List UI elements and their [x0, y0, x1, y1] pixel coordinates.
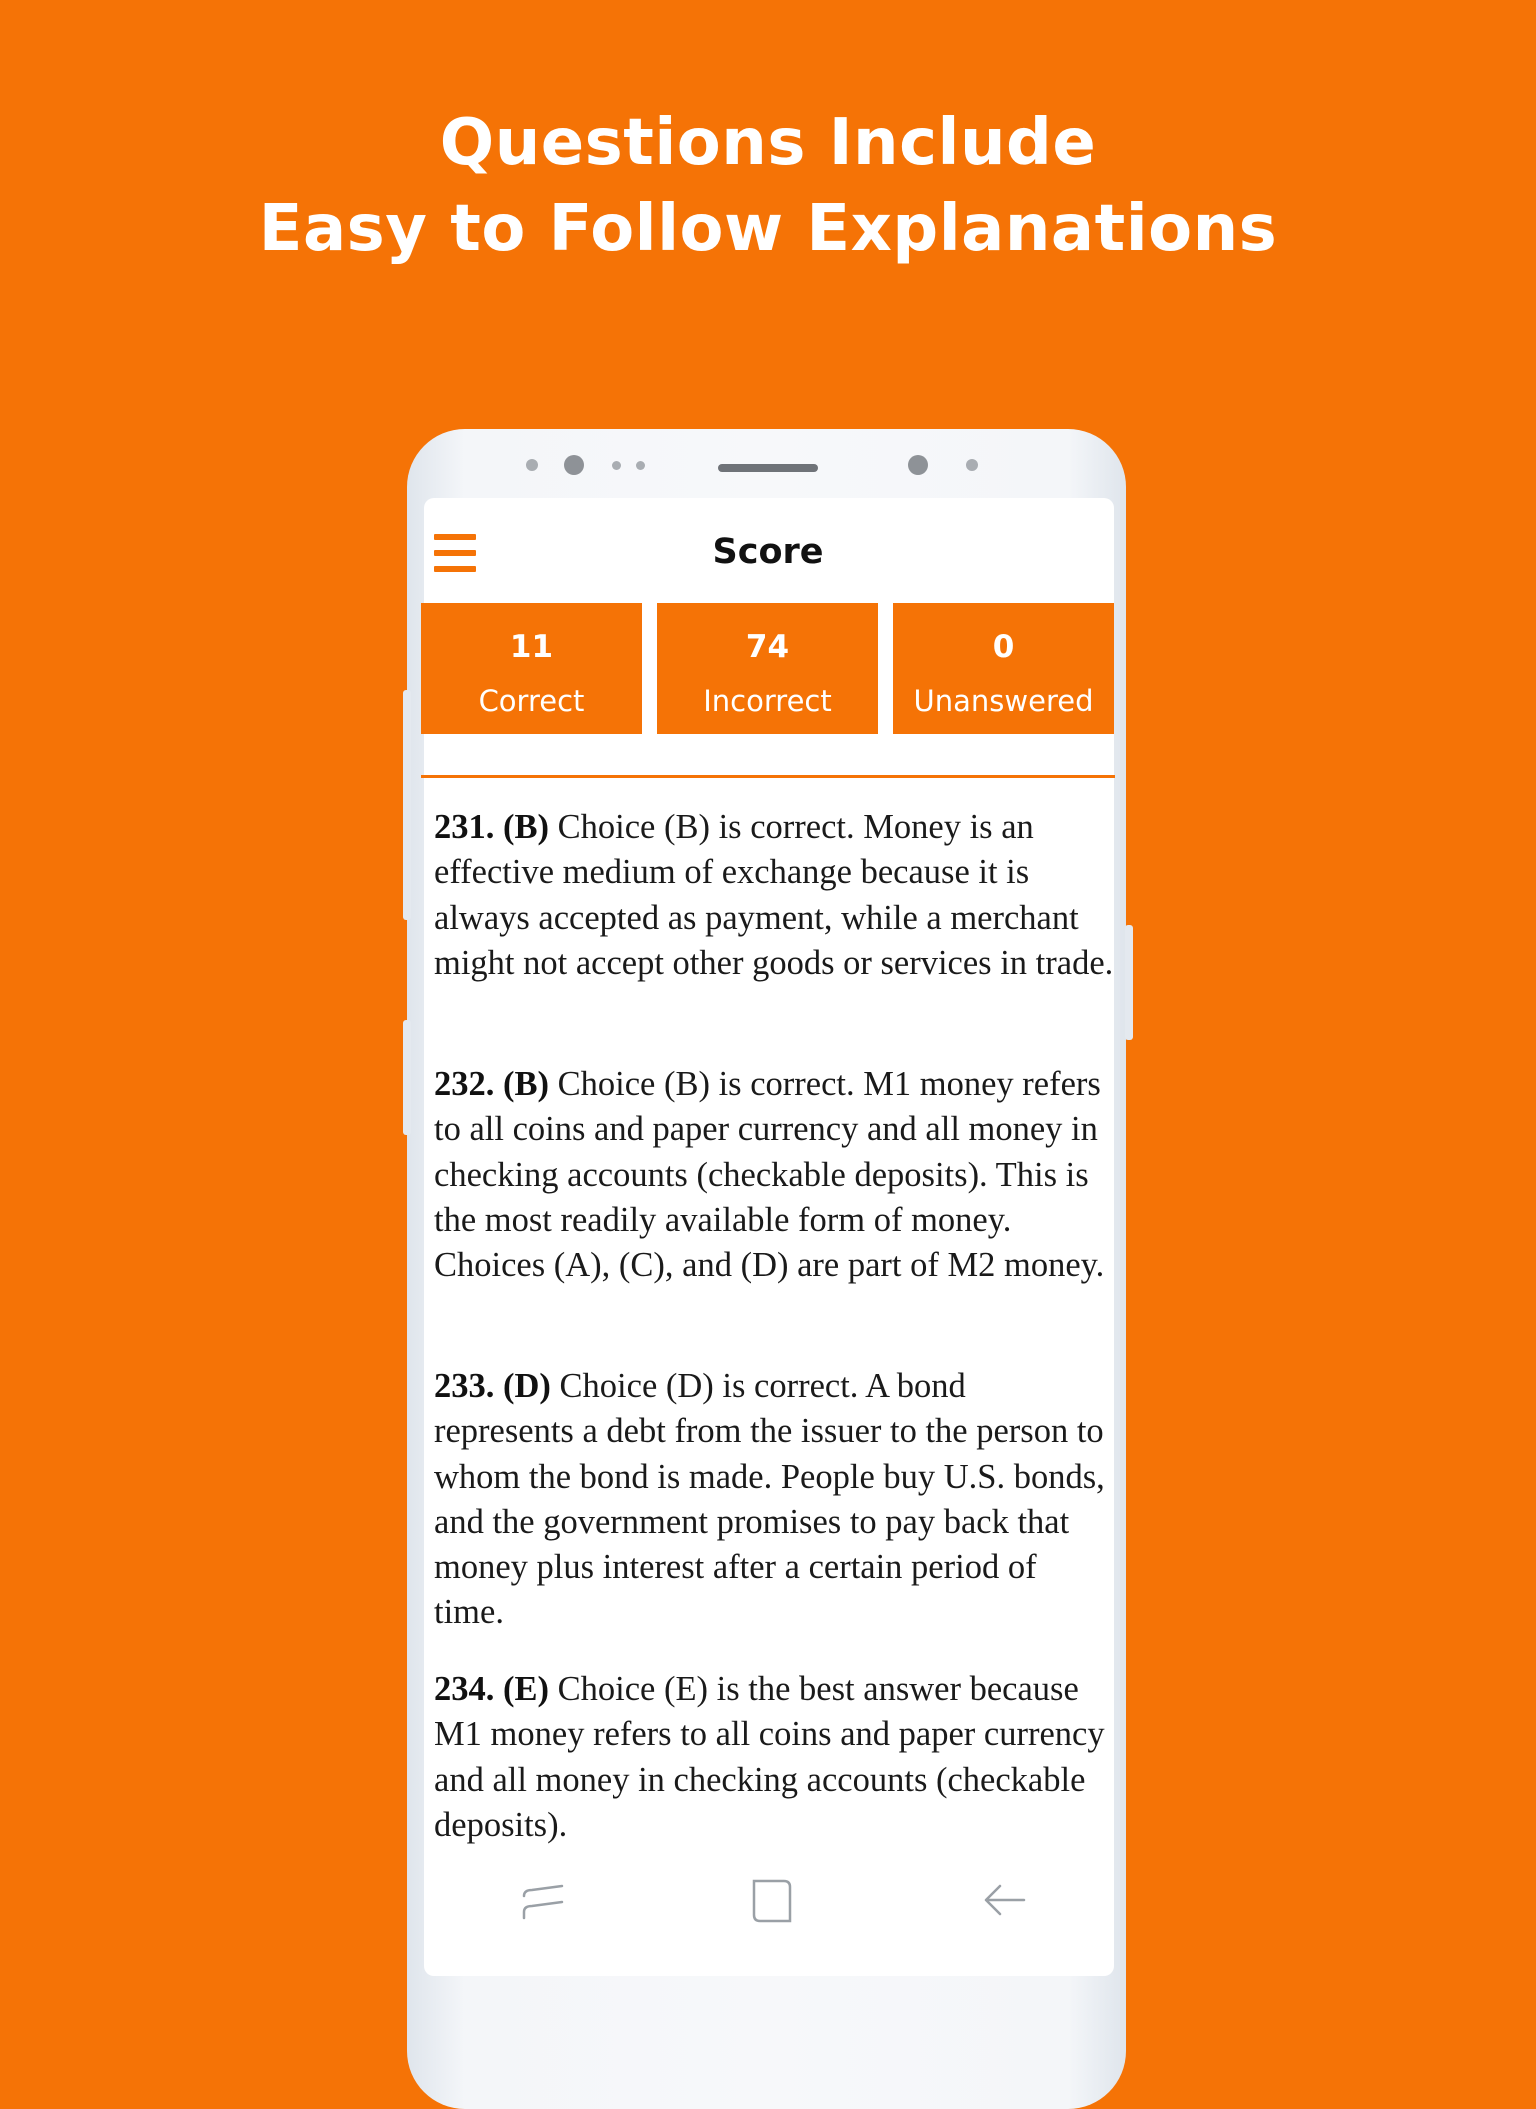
- explanation-232: [434, 1062, 1114, 1288]
- back-arrow-icon[interactable]: [980, 1878, 1028, 1926]
- sensor-dot: [966, 459, 978, 471]
- explanation-text: Choice (B) is correct. Money is an effective medium of exchange because it is always accepted as payment, while a merchant might not accept other goods or services in trade.: [434, 808, 1114, 982]
- front-camera: [564, 455, 584, 475]
- answer-letter: (B): [503, 1065, 549, 1103]
- proximity-sensor: [908, 455, 928, 475]
- explanation-234: [434, 1667, 1114, 1848]
- answer-letter: (B): [503, 808, 549, 846]
- question-number: 233.: [434, 1367, 495, 1405]
- earpiece-speaker: [718, 464, 818, 472]
- explanation-233: [434, 1364, 1114, 1636]
- page-title: Score: [712, 532, 824, 572]
- score-correct-value: 11: [509, 629, 554, 665]
- score-incorrect-value: 74: [745, 629, 790, 665]
- headline-line-1: Questions Include: [439, 106, 1097, 180]
- phone-side-button-left-1: [403, 690, 411, 920]
- answer-letter: (D): [503, 1367, 551, 1405]
- score-unanswered-box: [893, 603, 1114, 734]
- sensor-dot: [636, 461, 645, 470]
- headline-line-2: Easy to Follow Explanations: [258, 192, 1278, 266]
- score-incorrect-box: [657, 603, 878, 734]
- explanation-text: Choice (E) is the best answer because M1 money refers to all coins and paper currency and all money in checking accounts (checkable deposits).: [434, 1670, 1105, 1844]
- sensor-dot: [526, 459, 538, 471]
- section-divider: [421, 775, 1115, 778]
- score-unanswered-value: 0: [992, 629, 1015, 665]
- score-unanswered-label: Unanswered: [913, 684, 1094, 718]
- hamburger-menu-icon[interactable]: [434, 534, 476, 574]
- answer-letter: (E): [503, 1670, 549, 1708]
- question-number: 231.: [434, 808, 495, 846]
- score-correct-box: [421, 603, 642, 734]
- question-number: 234.: [434, 1670, 495, 1708]
- score-correct-label: Correct: [478, 684, 585, 718]
- phone-side-button-right: [1125, 925, 1133, 1040]
- sensor-dot: [612, 461, 621, 470]
- home-icon[interactable]: [750, 1877, 798, 1925]
- score-incorrect-label: Incorrect: [703, 684, 832, 718]
- explanation-text: Choice (B) is correct. M1 money refers to all coins and paper currency and all money in checking accounts (checkable deposits). This is the most readily available form of money. Choices (A), (C), and (D) are part of M2 money.: [434, 1065, 1105, 1285]
- explanation-text: Choice (D) is correct. A bond represents a debt from the issuer to the person to whom the bond is made. People buy U.S. bonds, and the government promises to pay back that money plus interest after a certain period of time.: [434, 1367, 1105, 1632]
- headline: [0, 100, 1536, 272]
- recent-apps-icon[interactable]: [520, 1878, 568, 1926]
- question-number: 232.: [434, 1065, 495, 1103]
- explanation-231: [434, 805, 1114, 986]
- phone-side-button-left-2: [403, 1020, 411, 1135]
